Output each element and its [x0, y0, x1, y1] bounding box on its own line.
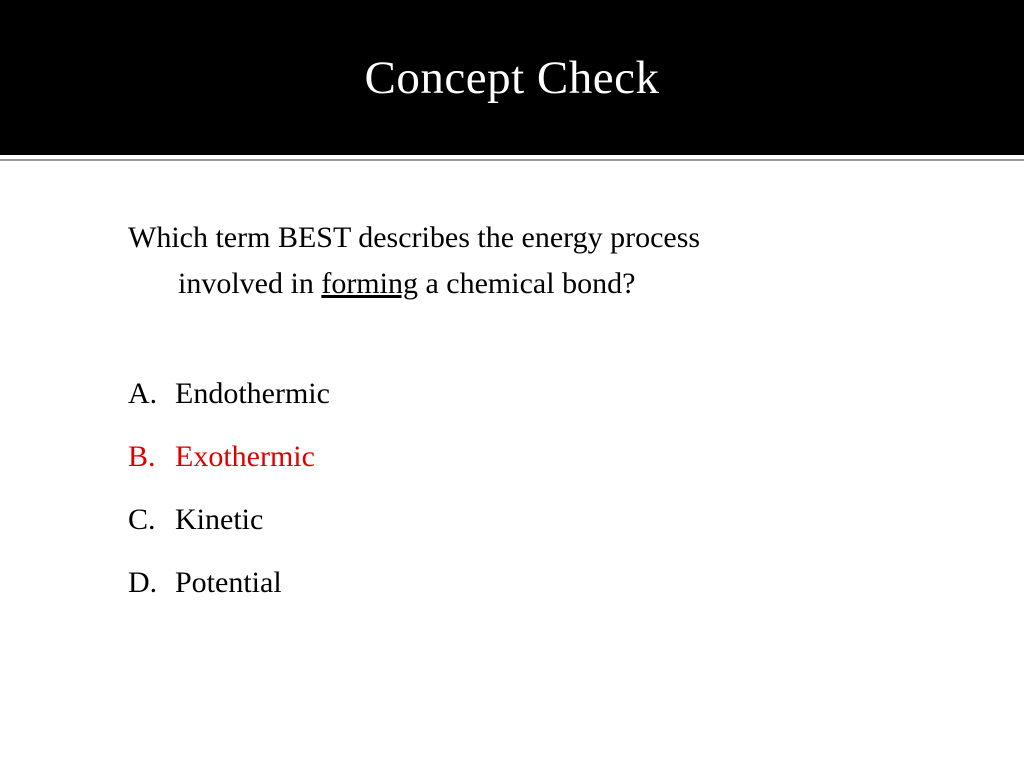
question-line-1: Which term BEST describes the energy process [128, 221, 701, 254]
choice-label-c: Kinetic [175, 503, 264, 536]
question-text [128, 216, 958, 305]
choice-label-a: Endothermic [175, 377, 330, 410]
slide-body [128, 216, 958, 629]
title-band [0, 0, 1024, 152]
question-line-2-pre: involved in [178, 266, 322, 300]
choice-marker-d: D. [128, 566, 158, 599]
list-item[interactable] [128, 503, 958, 536]
list-item[interactable] [128, 377, 958, 410]
choice-marker-c: C. [128, 503, 156, 536]
question-line-2-post: a chemical bond? [417, 266, 636, 300]
choice-marker-a: A. [128, 377, 158, 410]
question-underlined-word: forming [321, 266, 418, 300]
list-item[interactable] [128, 440, 958, 473]
choice-label-b: Exothermic [175, 440, 315, 473]
list-item[interactable] [128, 566, 958, 599]
question-line-2 [128, 262, 958, 306]
page-title: Concept Check [364, 51, 660, 104]
choice-marker-b: B. [128, 440, 156, 473]
divider-gray [0, 159, 1024, 161]
choice-label-d: Potential [175, 566, 282, 599]
choice-list [128, 377, 958, 599]
